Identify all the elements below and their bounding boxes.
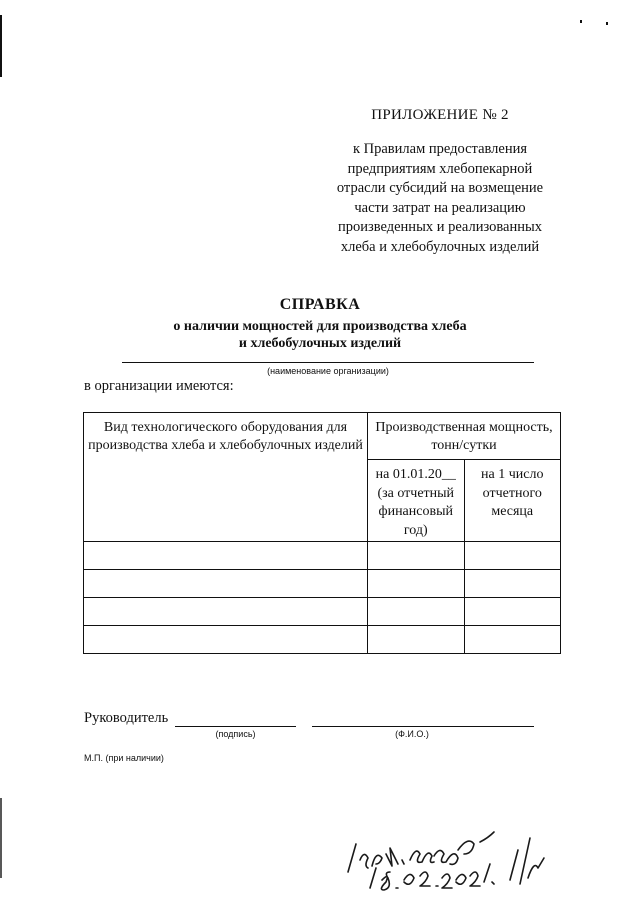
rules-line: хлеба и хлебобулочных изделий xyxy=(340,238,540,255)
organization-intro: в организации имеются: xyxy=(84,378,234,394)
table-header-row xyxy=(84,413,561,460)
scan-dot xyxy=(606,22,608,25)
appendix-title: ПРИЛОЖЕНИЕ № 2 xyxy=(371,107,509,123)
organization-name-caption: (наименование организации) xyxy=(267,366,389,376)
table-cell xyxy=(84,626,368,654)
rules-line: к Правилам предоставления xyxy=(352,141,528,157)
rules-line: произведенных и реализованных xyxy=(337,219,542,235)
table-cell xyxy=(464,598,561,626)
table-cell xyxy=(84,598,368,626)
table-row xyxy=(84,542,561,570)
scan-edge-mark-bottom xyxy=(0,798,2,878)
table-cell xyxy=(368,598,465,626)
scan-dot xyxy=(580,20,582,23)
table-cell xyxy=(464,542,561,570)
head-label: Руководитель xyxy=(84,710,169,726)
document-title: СПРАВКА xyxy=(279,296,361,313)
header-equipment: Вид технологического оборудования для производства хлеба и хлебобулочных изделий xyxy=(84,413,368,542)
rules-line: части затрат на реализацию xyxy=(354,199,526,216)
table-cell xyxy=(84,570,368,598)
table-cell xyxy=(368,542,465,570)
header-capacity: Производственная мощность, тонн/сутки xyxy=(368,413,561,460)
handwritten-certification xyxy=(330,830,560,895)
full-name-line xyxy=(312,726,534,727)
rules-reference xyxy=(300,140,580,257)
subheader-date: на 01.01.20__ (за отчетный финансовый год) xyxy=(368,460,465,542)
seal-note: М.П. (при наличии) xyxy=(84,753,164,763)
document-subtitle-line-1: о наличии мощностей для производства хлеба xyxy=(173,319,467,334)
table-cell xyxy=(464,570,561,598)
subheader-month: на 1 число отчетного месяца xyxy=(464,460,561,542)
scan-edge-mark-top xyxy=(0,15,2,77)
table-cell xyxy=(368,626,465,654)
capacity-table xyxy=(83,412,561,654)
table-row xyxy=(84,570,561,598)
table-cell xyxy=(464,626,561,654)
table-cell xyxy=(368,570,465,598)
organization-name-line xyxy=(122,362,534,363)
table-row xyxy=(84,626,561,654)
document-subtitle-line-2: и хлебобулочных изделий xyxy=(238,336,402,351)
table-row xyxy=(84,598,561,626)
signature-line xyxy=(175,726,296,727)
rules-line: предприятиям хлебопекарной xyxy=(347,160,533,177)
rules-line: отрасли субсидий на возмещение xyxy=(336,180,544,196)
table-cell xyxy=(84,542,368,570)
signature-caption: (подпись) xyxy=(215,729,256,739)
full-name-caption: (Ф.И.О.) xyxy=(395,729,429,739)
